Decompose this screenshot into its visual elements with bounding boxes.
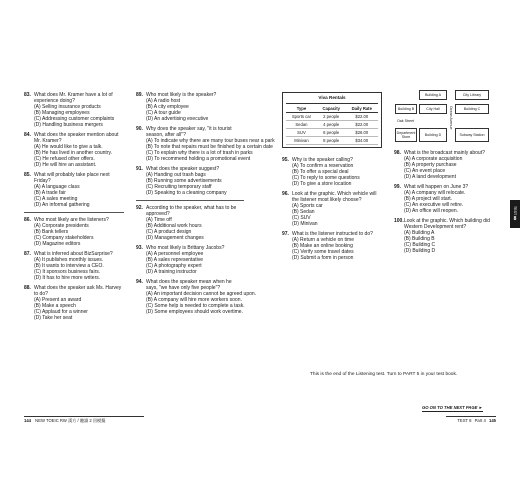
viva-cell: $22.00: [346, 113, 378, 121]
answer-option: (A) To indicate why there are many tour buses near a park: [146, 138, 275, 144]
map-building-b: [395, 104, 417, 114]
viva-cell: Minivan: [286, 137, 317, 145]
map-ocean-avenue: [447, 90, 455, 146]
viva-cell: SUV: [286, 129, 317, 137]
answer-option: (C) A tour guide: [146, 110, 181, 116]
question-stem: [24, 132, 124, 144]
question-number: 85.: [24, 172, 31, 178]
question-88: [24, 285, 124, 321]
answer-option: (B) A project will start.: [404, 196, 453, 202]
viva-rentals-graphic: [282, 92, 382, 148]
answer-option: (D) To give a store location: [292, 181, 352, 187]
question-93: [136, 245, 244, 275]
answer-option: (A) Building A: [404, 230, 435, 236]
viva-header-cell: Type: [286, 105, 317, 113]
answer-option: (B) He has lived in another country.: [34, 150, 113, 156]
answer-options: [136, 172, 244, 196]
answer-option: (D) To recommend holding a promotional event: [146, 156, 251, 162]
answer-option: (B) Sedan: [292, 209, 315, 215]
answer-options: [282, 237, 382, 261]
question-89: [136, 92, 244, 122]
question-text: Why does the speaker say, "it is tourist season, after all"?: [146, 126, 232, 138]
answer-option: (A) Corporate presidents: [34, 223, 89, 229]
map-building-a: [419, 90, 447, 100]
question-number: 94.: [136, 279, 143, 285]
answer-option: (D) Magazine editors: [34, 241, 81, 247]
answer-option: (B) A company will hire more workers soon.: [146, 297, 242, 303]
map-oak-street: [397, 117, 447, 125]
answer-option: (D) He will hire an assistant.: [34, 162, 97, 168]
answer-options: [394, 190, 494, 214]
answer-option: (B) Bank tellers: [34, 229, 69, 235]
question-97: [282, 231, 382, 261]
answer-option: (A) Time off: [146, 217, 172, 223]
question-number: 88.: [24, 285, 31, 291]
answer-option: (C) A photography expert: [146, 263, 202, 269]
viva-cell: 2 people: [317, 113, 346, 121]
map-city-library-label: City Library: [462, 93, 482, 97]
middle-question-column: [136, 92, 275, 319]
answer-option: (B) Building B: [404, 236, 435, 242]
question-85: [24, 172, 124, 208]
question-number: 98.: [394, 150, 401, 156]
question-number: 96.: [282, 191, 289, 197]
question-number: 90.: [136, 126, 143, 132]
question-number: 91.: [136, 166, 143, 172]
answer-options: [136, 251, 244, 275]
answer-option: (D) Some employees should work overtime.: [146, 309, 243, 315]
test-side-tab: [510, 200, 520, 228]
right-questions-a: [282, 157, 382, 261]
map-subway-station: [455, 128, 489, 142]
question-text: Look at the graphic. Which vehicle will the listener most likely choose?: [292, 191, 377, 203]
viva-cell: 4 people: [317, 121, 346, 129]
answer-option: (C) Applaud for a winner: [34, 309, 88, 315]
question-text: Why is the speaker calling?: [292, 157, 353, 163]
answer-options: [394, 156, 494, 180]
question-91: [136, 166, 244, 196]
question-number: 87.: [24, 251, 31, 257]
left-questions: [24, 92, 124, 321]
answer-option: (B) It wants to interview a CEO.: [34, 263, 104, 269]
answer-option: (D) Management changes: [146, 235, 204, 241]
end-of-listening-note: This is the end of the Listening test. Turn to PART 5 in your test book.: [310, 372, 458, 377]
answer-option: (A) A company will relocate.: [404, 190, 466, 196]
answer-option: (B) Make an online booking: [292, 243, 353, 249]
answer-option: (C) Building C: [404, 242, 436, 248]
question-number: 89.: [136, 92, 143, 98]
question-number: 99.: [394, 184, 401, 190]
question-text: What does Mr. Kramer have a lot of experience doing?: [34, 92, 113, 104]
viva-row: [286, 137, 378, 145]
answer-option: (B) A trade fair: [34, 190, 66, 196]
answer-option: (A) A personnel employee: [146, 251, 204, 257]
question-text: According to the speaker, what has to be approved?: [146, 205, 237, 217]
question-number: 84.: [24, 132, 31, 138]
answer-options: [24, 257, 124, 281]
answer-option: (B) Running some advertisements: [146, 178, 222, 184]
question-text: What is inferred about BizSurprise?: [34, 251, 113, 257]
answer-option: (A) An important decision cannot be agreed upon.: [146, 291, 257, 297]
go-on-next-page: [422, 405, 483, 412]
map-city-hall: [419, 104, 447, 114]
answer-option: (D) Building D: [404, 248, 436, 254]
side-tab-number: 8: [513, 215, 517, 222]
question-number: 95.: [282, 157, 289, 163]
answer-option: (B) Additional work hours: [146, 223, 202, 229]
page-number-right: 145: [489, 418, 496, 423]
right-questions-b: [394, 150, 494, 254]
viva-cell: Sports car: [286, 113, 317, 121]
viva-title: Viva Rentals: [286, 95, 378, 104]
question-text: What will happen on June 3?: [404, 184, 469, 190]
question-stem: [24, 285, 124, 297]
question-text: What does the speaker ask Ms. Harvey to do?: [34, 285, 122, 297]
answer-option: (D) An advertising executive: [146, 116, 209, 122]
answer-option: (B) To offer a special deal: [292, 169, 349, 175]
question-text: What does the speaker mention about Mr. Kramer?: [34, 132, 119, 144]
question-text: Who most likely are the listeners?: [34, 217, 109, 223]
answer-option: (B) To note that repairs must be finished by a certain date: [146, 144, 273, 150]
question-number: 86.: [24, 217, 31, 223]
answer-options: [24, 223, 124, 247]
section-divider: [24, 212, 124, 213]
answer-option: (D) Handling business mergers: [34, 122, 103, 128]
map-building-c-label: Building C: [463, 107, 481, 111]
answer-options: [136, 138, 275, 162]
map-building-c: [455, 104, 489, 114]
answer-option: (C) Some help is needed to complete a task.: [146, 303, 245, 309]
question-number: 93.: [136, 245, 143, 251]
answer-option: (A) It publishes monthly issues.: [34, 257, 104, 263]
answer-options: [282, 203, 382, 227]
answer-option: (C) An executive will retire.: [404, 202, 464, 208]
answer-options: [136, 217, 244, 241]
page-number-left: 144: [24, 418, 31, 423]
right-question-column-b: [394, 150, 494, 258]
answer-option: (C) To reply to some questions: [292, 175, 360, 181]
footer-part: Part 4: [474, 418, 486, 423]
viva-row: [286, 113, 378, 121]
viva-cell: $34.00: [346, 137, 378, 145]
question-87: [24, 251, 124, 281]
question-98: [394, 150, 494, 180]
viva-table: [286, 105, 378, 145]
question-stem: [136, 205, 244, 217]
question-100: [394, 218, 494, 254]
answer-option: (C) Addressing customer complaints: [34, 116, 115, 122]
answer-option: (A) A language class: [34, 184, 80, 190]
question-90: [136, 126, 275, 162]
book-title: NEW TOEIC RW 漢方 / 聽讀 2 回模擬: [35, 418, 106, 423]
answer-option: (C) To explain why there is a lot of trash in parks: [146, 150, 253, 156]
arrow-right-icon: ►: [478, 405, 483, 410]
question-96: [282, 191, 382, 227]
map-city-hall-label: City Hall: [426, 107, 440, 111]
right-question-column-a: [282, 157, 382, 265]
answer-options: [136, 98, 244, 122]
answer-option: (A) He would like to give a talk.: [34, 144, 103, 150]
left-question-column: [24, 92, 124, 325]
question-text: Look at the graphic. Which building did Western Development rent?: [404, 218, 490, 230]
map-building-b-label: Building B: [397, 107, 415, 111]
question-number: 100.: [394, 218, 404, 224]
question-stem: [24, 92, 124, 104]
answer-option: (D) An informal gathering: [34, 202, 90, 208]
answer-option: (A) A corporate acquisition: [404, 156, 463, 162]
answer-option: (B) A sales representative: [146, 257, 203, 263]
footer-test: TEST 8: [457, 418, 472, 423]
question-83: [24, 92, 124, 128]
map-oak-street-label: Oak Street: [397, 119, 415, 123]
map-city-library: [455, 90, 489, 100]
answer-option: (D) A training instructor: [146, 269, 197, 275]
viva-cell: $22.00: [346, 121, 378, 129]
answer-option: (A) A radio host: [146, 98, 181, 104]
footer-right: [446, 416, 496, 423]
answer-option: (C) He refused other offers.: [34, 156, 95, 162]
question-text: What will probably take place next Friday?: [34, 172, 110, 184]
map-building-a-label: Building A: [425, 93, 441, 97]
answer-option: (A) Handing out trash bags: [146, 172, 206, 178]
answer-option: (C) An event place: [404, 168, 446, 174]
answer-options: [24, 104, 124, 128]
section-divider: [136, 200, 244, 201]
question-text: What is the broadcast mainly about?: [404, 150, 485, 156]
question-number: 83.: [24, 92, 31, 98]
answer-options: [24, 144, 124, 168]
answer-options: [24, 297, 124, 321]
map-graphic: [395, 90, 493, 146]
viva-header-cell: Capacity: [317, 105, 346, 113]
answer-option: (B) A property purchase: [404, 162, 457, 168]
answer-option: (B) Make a speech: [34, 303, 76, 309]
map-ocean-avenue-label: Ocean Avenue: [449, 106, 453, 130]
answer-option: (C) Company stakeholders: [34, 235, 94, 241]
answer-option: (C) It sponsors business fairs.: [34, 269, 101, 275]
answer-options: [282, 163, 382, 187]
question-stem: [136, 279, 244, 291]
answer-option: (C) A sales meeting: [34, 196, 78, 202]
answer-options: [394, 230, 494, 254]
viva-cell: Sedan: [286, 121, 317, 129]
answer-option: (A) Selling insurance products: [34, 104, 101, 110]
answer-option: (D) Submit a form in person: [292, 255, 354, 261]
answer-option: (A) To confirm a reservation: [292, 163, 354, 169]
question-86: [24, 217, 124, 247]
answer-option: (C) SUV: [292, 215, 311, 221]
question-94: [136, 279, 257, 315]
answer-option: (C) Recruiting temporary staff: [146, 184, 212, 190]
question-text: Who most likely is Brittany Jacobs?: [146, 245, 225, 251]
viva-row: [286, 129, 378, 137]
answer-option: (C) A product design: [146, 229, 192, 235]
map-department-store: [395, 128, 417, 142]
footer-left: [24, 416, 144, 424]
viva-header-cell: Daily Rate: [346, 105, 378, 113]
map-building-d: [419, 128, 447, 142]
viva-cell: 8 people: [317, 137, 346, 145]
question-stem: [394, 218, 494, 230]
question-84: [24, 132, 124, 168]
answer-option: (D) An office will reopen.: [404, 208, 459, 214]
answer-options: [24, 184, 124, 208]
question-text: What does the speaker suggest?: [146, 166, 220, 172]
answer-option: (D) Take her seat: [34, 315, 73, 321]
question-text: Who most likely is the speaker?: [146, 92, 217, 98]
map-building-d-label: Building D: [424, 133, 442, 137]
go-on-label: GO ON TO THE NEXT PAGE: [422, 405, 478, 410]
question-stem: [136, 126, 244, 138]
question-stem: [282, 191, 382, 203]
question-92: [136, 205, 244, 241]
middle-questions: [136, 92, 275, 315]
answer-option: (D) It has to hire more writers.: [34, 275, 101, 281]
answer-option: (D) Speaking to a cleaning company: [146, 190, 227, 196]
answer-option: (A) Present an award: [34, 297, 82, 303]
answer-option: (C) Verify some travel dates: [292, 249, 354, 255]
side-tab-label: TEST: [513, 206, 517, 216]
answer-option: (B) Managing employees: [34, 110, 90, 116]
question-number: 97.: [282, 231, 289, 237]
question-95: [282, 157, 382, 187]
question-text: What does the speaker mean when he says, "we have only five people"?: [146, 279, 232, 291]
answer-option: (D) Minivan: [292, 221, 318, 227]
answer-option: (A) Return a vehicle on time: [292, 237, 354, 243]
map-subway-station-label: Subway Station: [459, 133, 485, 137]
answer-options: [136, 291, 257, 315]
question-99: [394, 184, 494, 214]
answer-option: (D) A land development: [404, 174, 456, 180]
answer-option: (B) A city employee: [146, 104, 189, 110]
map-department-store-label: Department Store: [396, 131, 416, 139]
answer-option: (A) Sports car: [292, 203, 323, 209]
viva-cell: $26.00: [346, 129, 378, 137]
question-text: What is the listener instructed to do?: [292, 231, 373, 237]
viva-cell: 6 people: [317, 129, 346, 137]
question-number: 92.: [136, 205, 143, 211]
viva-row: [286, 121, 378, 129]
question-stem: [24, 172, 124, 184]
